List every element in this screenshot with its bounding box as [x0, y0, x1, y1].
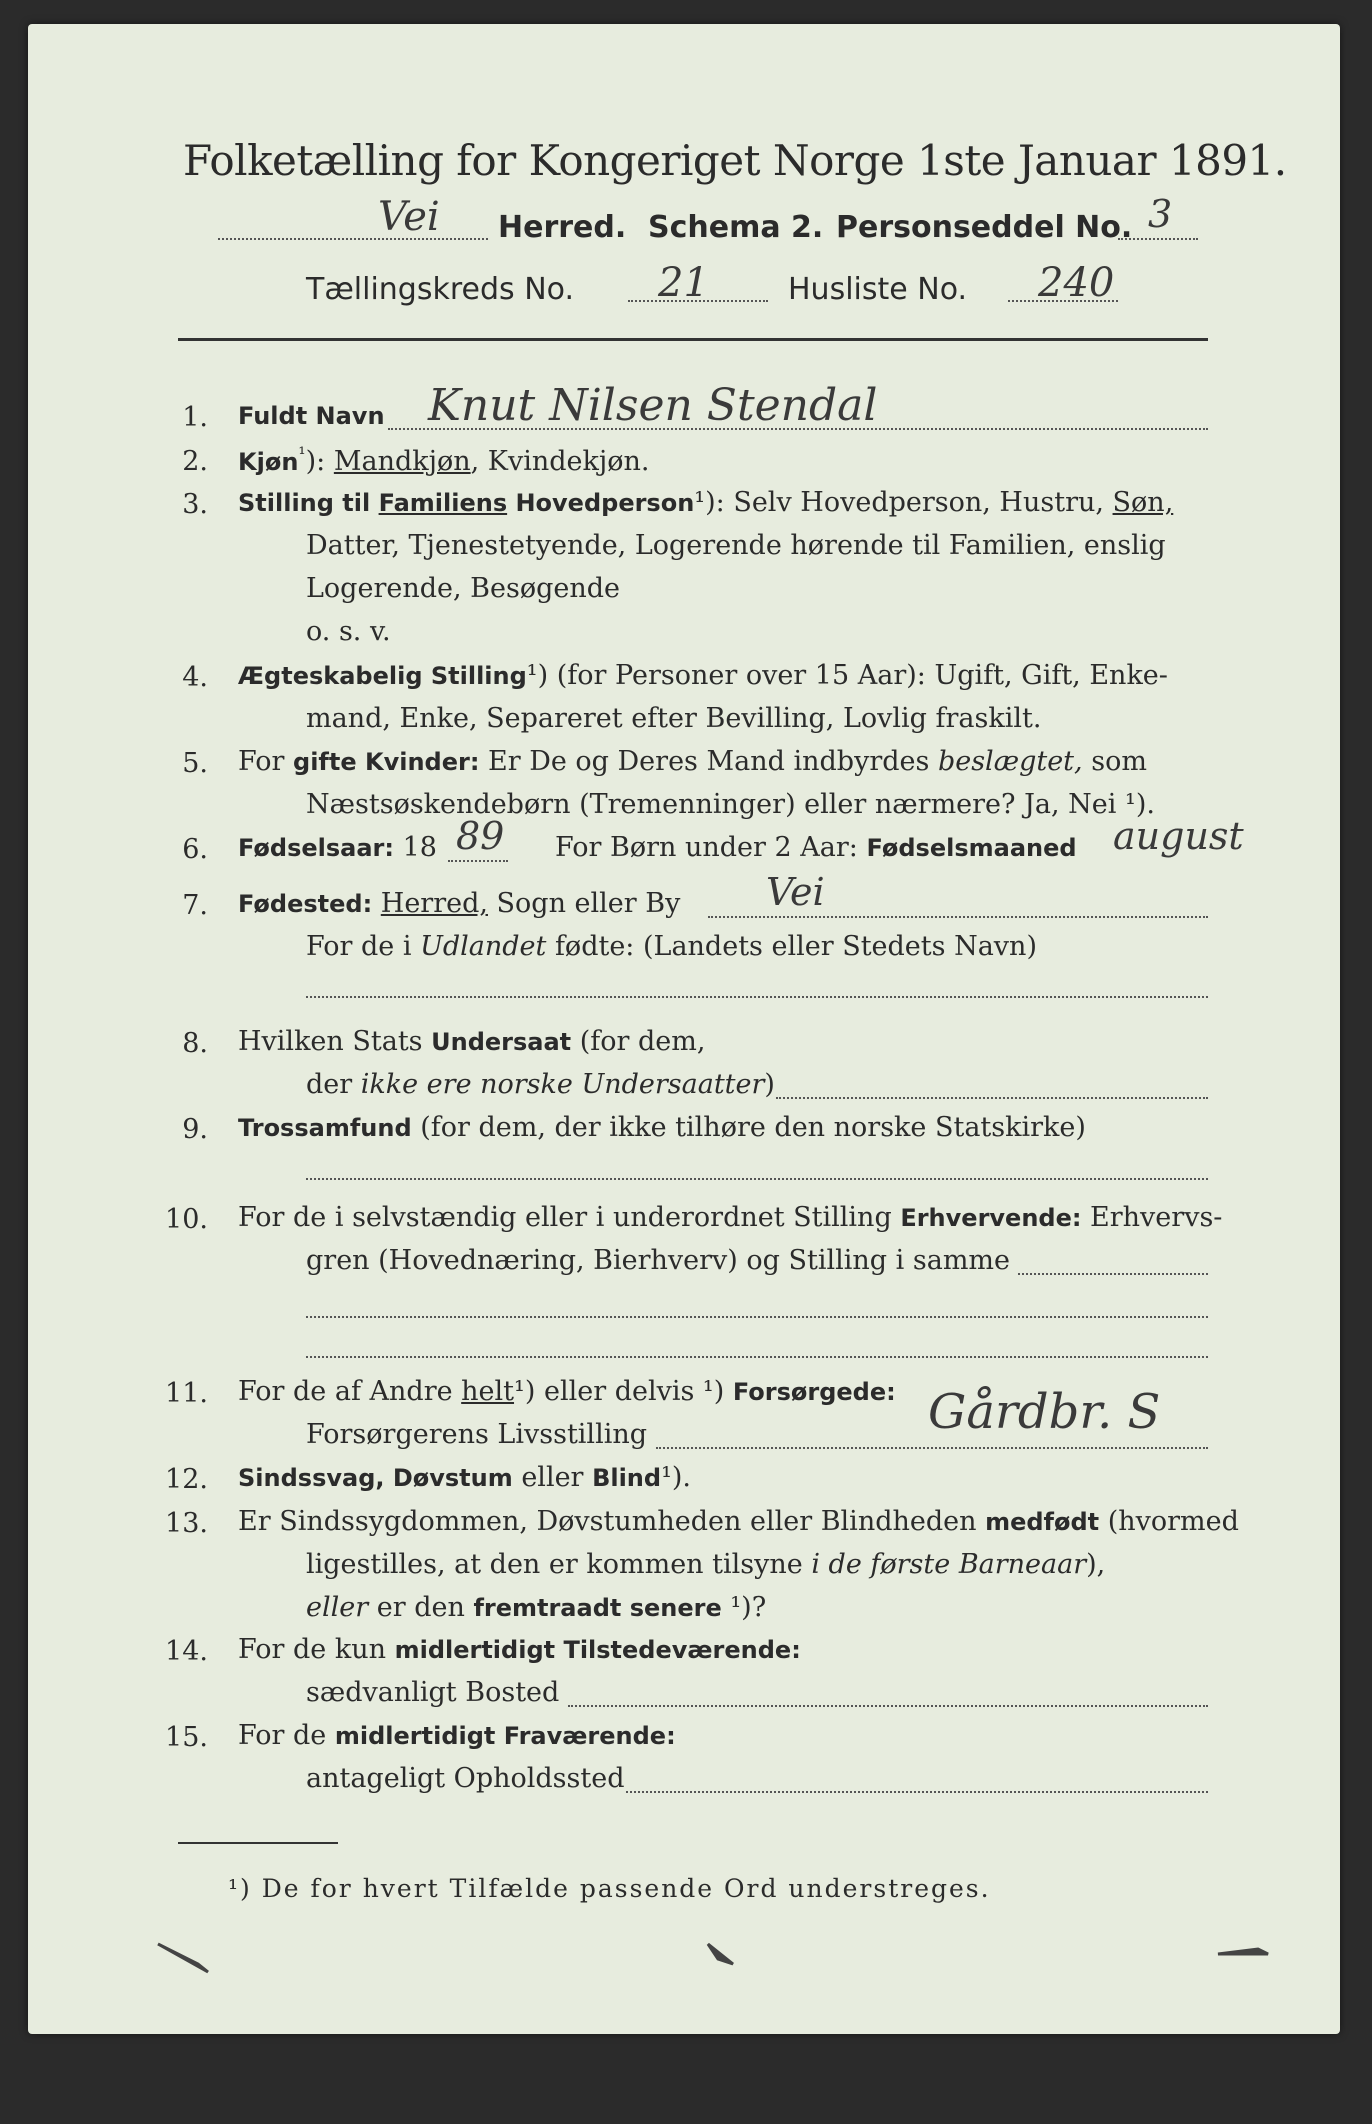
- q2-sup: ¹: [298, 444, 306, 465]
- q15-dots: [626, 1791, 1208, 1793]
- q5-line2: Næstsøskendebørn (Tremenninger) eller nærmere? Ja, Nei ¹).: [306, 789, 1155, 820]
- q13-line2-italic: i de første Barneaar: [811, 1549, 1087, 1580]
- q8-line1: [238, 1026, 705, 1057]
- q14-label: midlertidigt Tilstedeværende:: [394, 1636, 801, 1664]
- q10-number: 10.: [165, 1204, 208, 1235]
- q5-beslaegtet: beslægtet,: [937, 746, 1083, 777]
- q10-line1: [238, 1202, 1222, 1233]
- q8-line2-pre: der: [306, 1069, 361, 1100]
- q8-line2-italic: ikke ere norske Undersaatter: [360, 1069, 765, 1100]
- q13-number: 13.: [165, 1508, 208, 1539]
- q3-label-a: Stilling til: [238, 489, 379, 517]
- personseddel-dots: [1118, 238, 1198, 240]
- herred-dots: [218, 238, 488, 240]
- q9-label: Trossamfund: [238, 1114, 412, 1142]
- personseddel-label: Personseddel No.: [836, 210, 1133, 245]
- q11-label: Forsørgede:: [732, 1378, 896, 1406]
- q3-option-son: Søn,: [1112, 487, 1174, 518]
- q2-line: [238, 444, 649, 477]
- q14-line2: sædvanligt Bosted: [306, 1677, 560, 1708]
- q7-value: Vei: [766, 870, 825, 914]
- q13-label2: fremtraadt senere: [473, 1594, 722, 1622]
- q1-value: Knut Nilsen Stendal: [428, 380, 878, 431]
- q2-label: Kjøn: [238, 448, 299, 476]
- q8-number: 8.: [182, 1028, 208, 1059]
- q15-line1: [238, 1720, 676, 1751]
- q7-label: Fødested:: [238, 890, 373, 918]
- q11-mid: ¹) eller delvis ¹): [514, 1376, 733, 1407]
- mark-right: [1218, 1949, 1268, 1954]
- footnote-rule: [178, 1842, 338, 1844]
- q12-number: 12.: [165, 1464, 208, 1495]
- q15-label: midlertidigt Fraværende:: [334, 1722, 676, 1750]
- q6-year-dots: [448, 860, 508, 862]
- q1-number: 1.: [182, 402, 208, 433]
- q14-dots: [568, 1705, 1208, 1707]
- kreds-value: 21: [658, 260, 709, 306]
- q8-line1-rest: (for dem,: [571, 1026, 706, 1057]
- q11-helt: helt: [461, 1376, 515, 1407]
- form-title: Folketælling for Kongeriget Norge 1ste Januar 1891.: [183, 136, 1287, 185]
- q7-rest: Sogn eller By: [487, 888, 681, 919]
- q6-year-value: 89: [456, 814, 505, 858]
- q11-pre: For de af Andre: [238, 1376, 462, 1407]
- q14-number: 14.: [165, 1636, 208, 1667]
- q5-som: som: [1082, 746, 1147, 777]
- footnote: ¹) De for hvert Tilfælde passende Ord understreges.: [228, 1874, 991, 1903]
- herred-label: Herred.: [498, 210, 627, 245]
- q7-dots: [708, 916, 1208, 918]
- q1-label: Fuldt Navn: [238, 402, 385, 430]
- q2-number: 2.: [182, 446, 208, 477]
- q11-number: 11.: [165, 1378, 208, 1409]
- q15-pre: For de: [238, 1720, 335, 1751]
- q13-line3-mid: er den: [368, 1592, 474, 1623]
- q12-label2: Blind: [592, 1464, 662, 1492]
- q2-rest: ):: [305, 446, 334, 477]
- q10-line1-rest: Erhvervs-: [1081, 1202, 1223, 1233]
- q3-label-b: Familiens: [378, 489, 508, 517]
- q6-line-mid: [555, 832, 1077, 863]
- q8-label: Undersaat: [431, 1028, 572, 1056]
- q14-pre: For de kun: [238, 1634, 395, 1665]
- q3-line1: [238, 487, 1173, 518]
- q1-line: [238, 400, 385, 431]
- q7-udlandet: Udlandet: [420, 931, 547, 962]
- q8-dots: [776, 1097, 1208, 1099]
- q6-mid: For Børn under 2 Aar:: [555, 832, 867, 863]
- q9-rest: (for dem, der ikke tilhøre den norske Statskirke): [411, 1112, 1086, 1143]
- q10-line2: gren (Hovednæring, Bierhverv) og Stilling i samme: [306, 1245, 1011, 1276]
- q8-line2: [306, 1069, 775, 1100]
- q10-line4-dots: [306, 1356, 1208, 1358]
- q3-label-c: Hovedperson: [507, 489, 695, 517]
- herred-value: Vei: [378, 194, 440, 240]
- q4-line2: mand, Enke, Separeret efter Bevilling, Lovlig fraskilt.: [306, 703, 1042, 734]
- q6-pre18: 18: [394, 832, 437, 863]
- husliste-label: Husliste No.: [788, 272, 968, 307]
- q6-month-value: august: [1113, 814, 1244, 858]
- q10-label: Erhvervende:: [900, 1204, 1082, 1232]
- q3-line2: Datter, Tjenestetyende, Logerende hørende til Familien, enslig: [306, 530, 1166, 561]
- q13-line2: [306, 1549, 1105, 1580]
- q3-number: 3.: [182, 489, 208, 520]
- q13-label: medfødt: [985, 1508, 1100, 1536]
- q5-line1-rest: Er De og Deres Mand indbyrdes: [479, 746, 938, 777]
- q4-line1-rest: ¹) (for Personer over 15 Aar): Ugift, Gift, Enke-: [526, 660, 1168, 691]
- q12-label: Sindssvag, Døvstum: [238, 1464, 513, 1492]
- q13-line1-rest: (hvormed: [1099, 1506, 1239, 1537]
- q13-line3-italic: eller: [306, 1592, 369, 1623]
- q4-label: Ægteskabelig Stilling: [238, 662, 527, 690]
- q12-line: [238, 1462, 691, 1493]
- husliste-value: 240: [1038, 260, 1115, 306]
- q13-pre: Er Sindssygdommen, Døvstumheden eller Blindheden: [238, 1506, 986, 1537]
- q5-pre: For: [238, 746, 294, 777]
- q6-label: Fødselsaar:: [238, 834, 394, 862]
- q13-line1: [238, 1506, 1239, 1537]
- q7-line3-dots: [306, 996, 1208, 998]
- q13-line3: [306, 1592, 766, 1623]
- q6-number: 6.: [182, 834, 208, 865]
- q11-line1: [238, 1376, 896, 1407]
- q5-line1: [238, 746, 1147, 777]
- q8-line2-rest: ): [764, 1069, 775, 1100]
- mark-center: [708, 1944, 733, 1964]
- q4-number: 4.: [182, 662, 208, 693]
- q7-number: 7.: [182, 890, 208, 921]
- q6-label2: Fødselsmaaned: [866, 834, 1077, 862]
- census-form-page: [28, 24, 1340, 2034]
- kreds-label: Tællingskreds No.: [306, 272, 574, 307]
- margin-marks: [28, 1924, 1340, 2124]
- q11-value: Gårdbr. S: [928, 1384, 1161, 1440]
- q9-line1: [238, 1112, 1086, 1143]
- q10-line2-dots: [1018, 1273, 1208, 1275]
- q15-line2: antageligt Opholdssted: [306, 1763, 625, 1794]
- q7-line2: [306, 931, 1037, 962]
- q9-number: 9.: [182, 1114, 208, 1145]
- q3-line3: Logerende, Besøgende: [306, 573, 620, 604]
- personseddel-value: 3: [1148, 192, 1173, 236]
- mark-left: [158, 1944, 208, 1972]
- schema-label: Schema 2.: [648, 210, 824, 245]
- q13-line2-rest: ),: [1086, 1549, 1106, 1580]
- q2-option-mandkjon: Mandkjøn: [333, 446, 471, 477]
- q14-line1: [238, 1634, 801, 1665]
- q12-rest: ¹).: [661, 1462, 692, 1493]
- q10-line3-dots: [306, 1316, 1208, 1318]
- q7-line2-pre: For de i: [306, 931, 421, 962]
- q10-pre: For de i selvstændig eller i underordnet Stilling: [238, 1202, 901, 1233]
- q15-number: 15.: [165, 1722, 208, 1753]
- q3-line4: o. s. v.: [306, 616, 391, 647]
- q11-dots: [656, 1447, 1208, 1449]
- header-rule: [178, 338, 1208, 341]
- q12-mid: eller: [512, 1462, 593, 1493]
- q13-line3-rest: ¹)?: [721, 1592, 767, 1623]
- q7-option-herred: Herred,: [380, 888, 488, 919]
- q7-line2-rest: fødte: (Landets eller Stedets Navn): [546, 931, 1037, 962]
- q7-line1: [238, 888, 680, 919]
- q4-line1: [238, 660, 1168, 691]
- q5-number: 5.: [182, 748, 208, 779]
- q11-line2: Forsørgerens Livsstilling: [306, 1419, 648, 1450]
- q9-line2-dots: [306, 1178, 1208, 1180]
- q2-option-kvindekjon: , Kvindekjøn.: [470, 446, 650, 477]
- q3-line1-rest: ¹): Selv Hovedperson, Hustru,: [694, 487, 1113, 518]
- q13-line2-pre: ligestilles, at den er kommen tilsyne: [306, 1549, 812, 1580]
- q5-label: gifte Kvinder:: [293, 748, 480, 776]
- q6-line: [238, 832, 437, 863]
- q8-pre: Hvilken Stats: [238, 1026, 432, 1057]
